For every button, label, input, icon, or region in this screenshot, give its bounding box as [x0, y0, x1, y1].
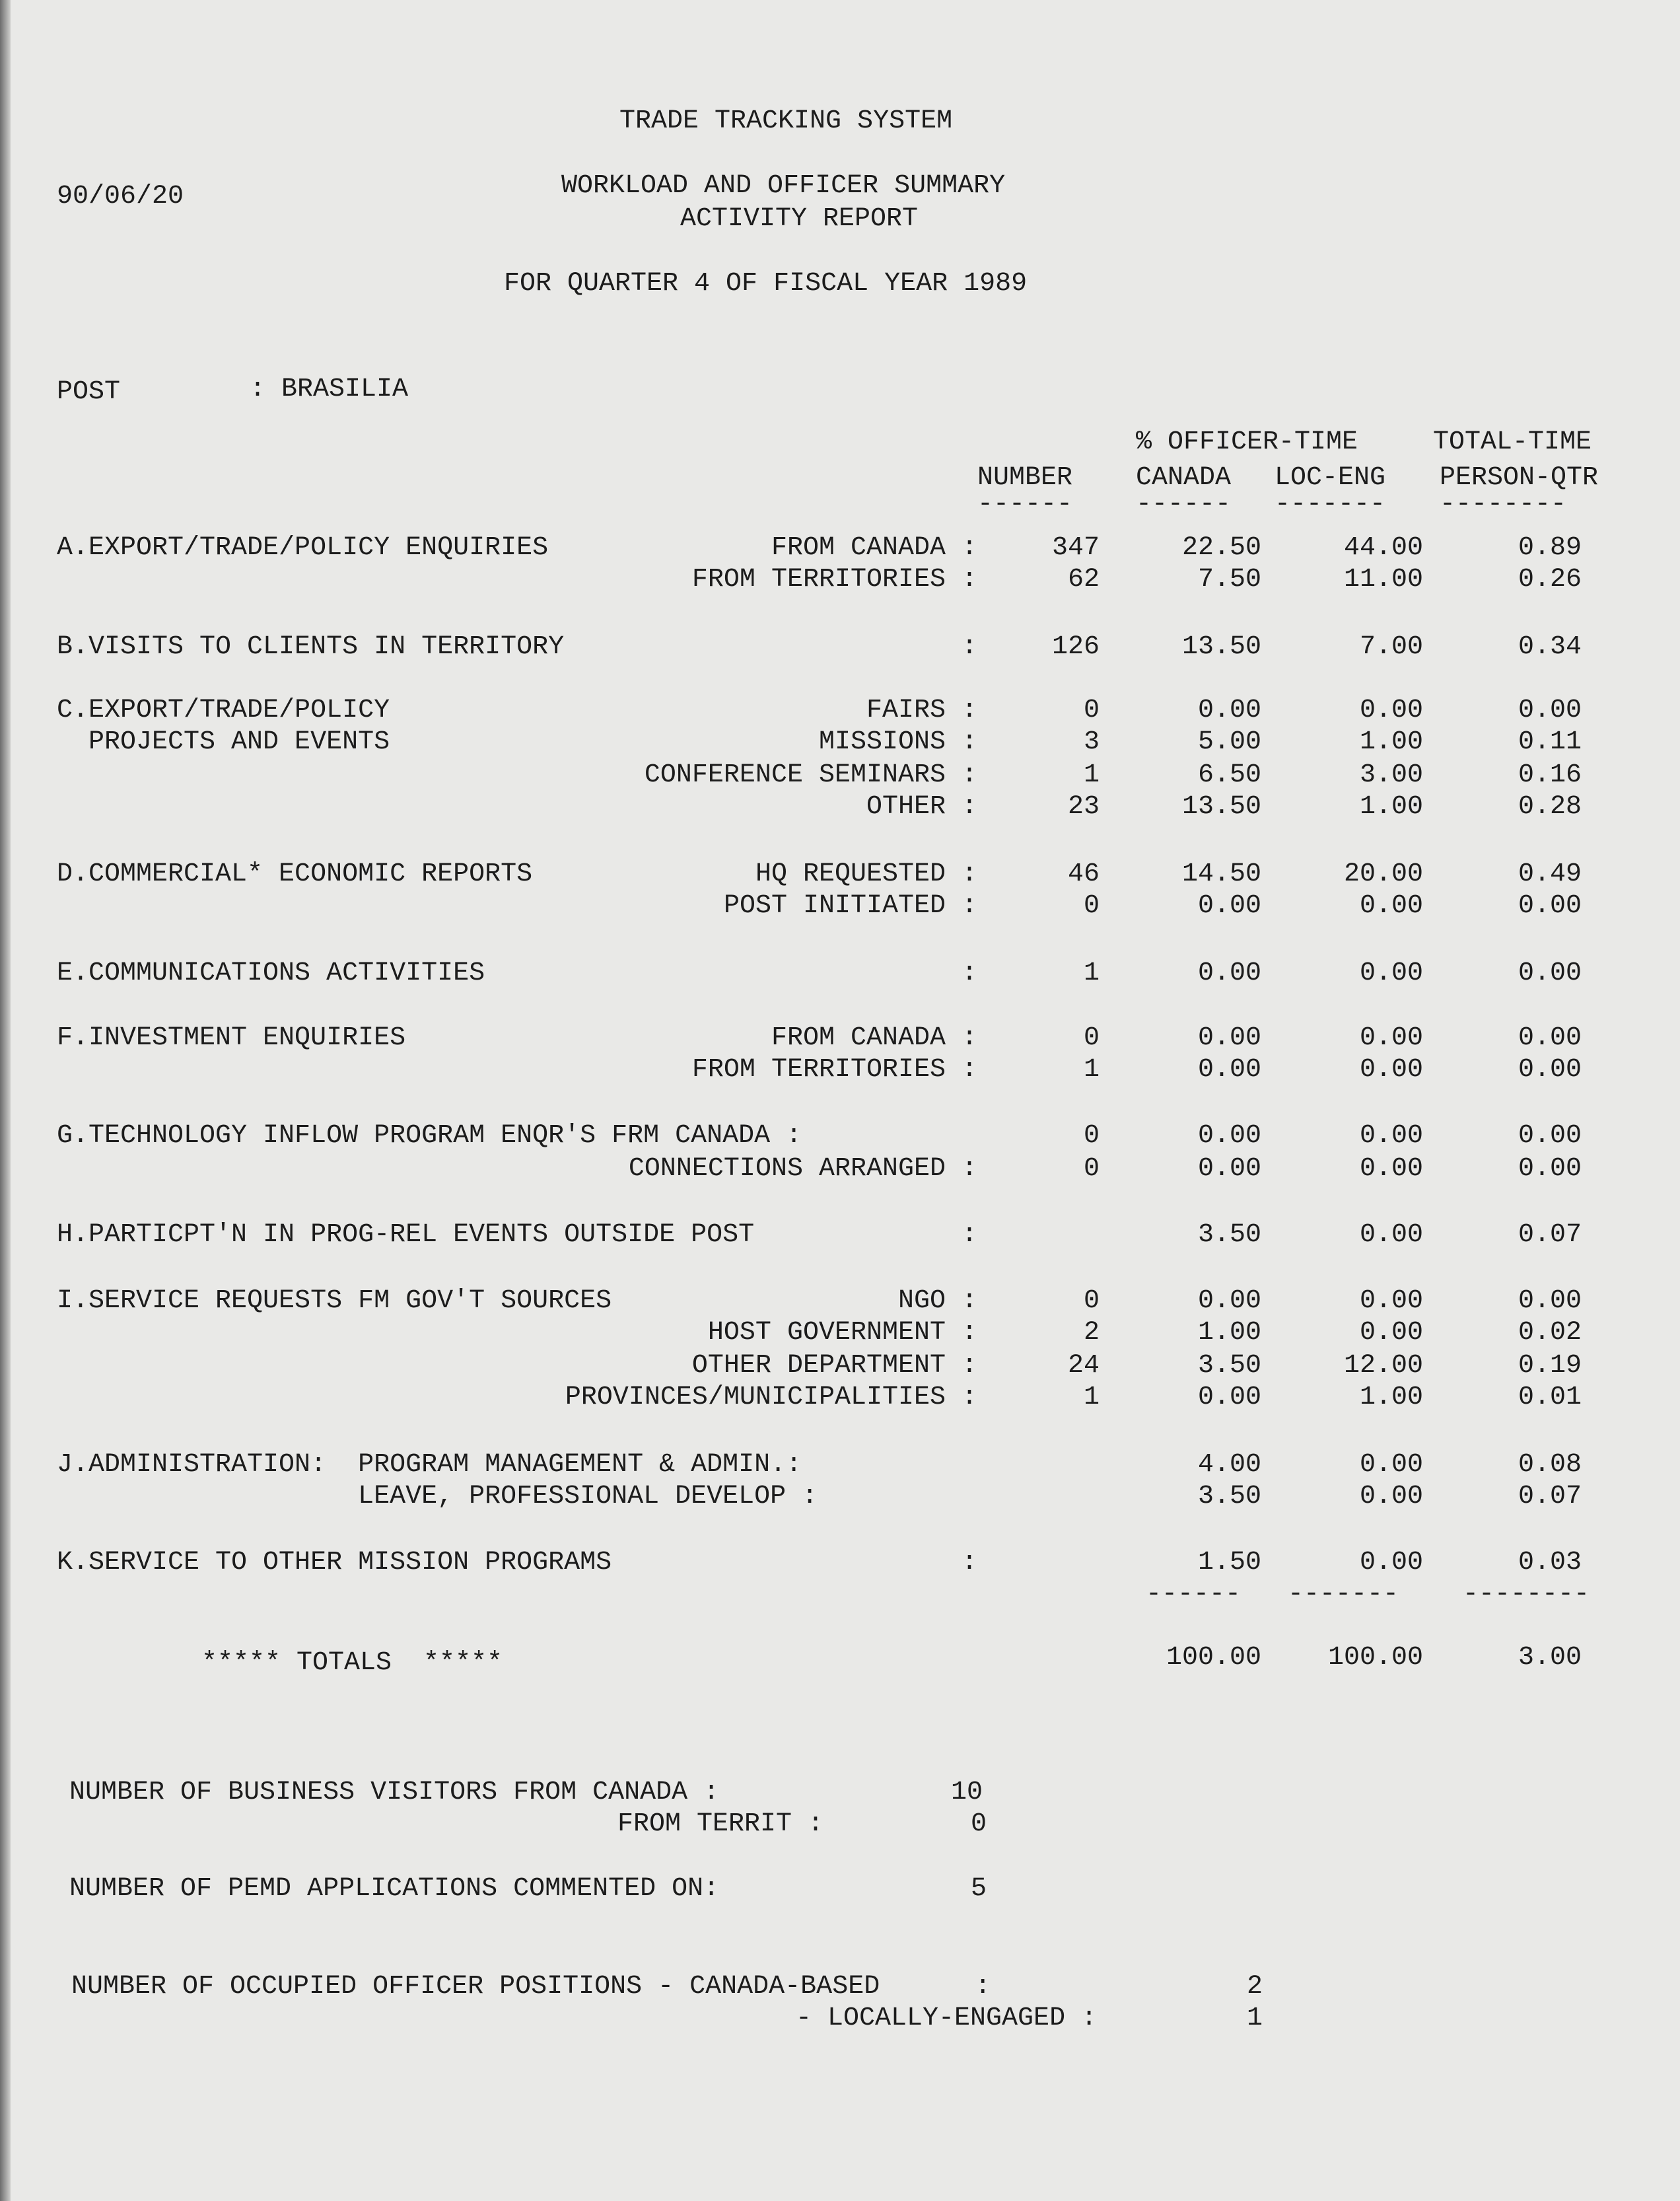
col-pct-officer-time: % OFFICER-TIME: [1136, 427, 1358, 457]
row-canada-pct: 0.00: [1197, 891, 1261, 921]
visitors-canada-value: 10: [951, 1778, 983, 1807]
positions-canada-label: NUMBER OF OCCUPIED OFFICER POSITIONS - CANADA-BASED :: [71, 1972, 991, 2002]
rule-person-qtr: --------: [1440, 489, 1567, 519]
pemd-label: NUMBER OF PEMD APPLICATIONS COMMENTED ON:: [69, 1874, 720, 1904]
row-person-qtr: 0.03: [1518, 1548, 1582, 1577]
report-title: WORKLOAD AND OFFICER SUMMARY: [561, 171, 1006, 201]
totals-loc-eng: 100.00: [1327, 1643, 1423, 1673]
row-loc-eng-pct: 0.00: [1359, 1154, 1423, 1184]
row-number: 1: [1083, 958, 1100, 988]
row-number: 126: [1051, 632, 1100, 662]
row-loc-eng-pct: 44.00: [1343, 533, 1423, 563]
row-person-qtr: 0.08: [1518, 1450, 1582, 1480]
report-period: FOR QUARTER 4 OF FISCAL YEAR 1989: [504, 269, 1028, 299]
post-value: : BRASILIA: [250, 375, 409, 404]
row-loc-eng-pct: 0.00: [1359, 1450, 1423, 1480]
row-number: 1: [1083, 1383, 1100, 1412]
row-loc-eng-pct: 0.00: [1359, 891, 1423, 921]
row-sub-label: POST INITIATED :: [723, 891, 977, 921]
row-section-label: PROJECTS AND EVENTS: [57, 727, 390, 757]
row-canada-pct: 0.00: [1197, 1121, 1261, 1151]
row-section-label: F.INVESTMENT ENQUIRIES: [57, 1023, 406, 1053]
row-number: 0: [1083, 696, 1100, 725]
row-person-qtr: 0.00: [1518, 1154, 1582, 1184]
row-person-qtr: 0.00: [1518, 1121, 1582, 1151]
row-canada-pct: 14.50: [1181, 859, 1261, 889]
row-section-label: G.TECHNOLOGY INFLOW PROGRAM ENQR'S FRM CANADA :: [57, 1121, 802, 1151]
row-person-qtr: 0.49: [1518, 859, 1582, 889]
row-section-label: E.COMMUNICATIONS ACTIVITIES: [57, 958, 485, 988]
row-section-label: I.SERVICE REQUESTS FM GOV'T SOURCES: [57, 1286, 612, 1316]
row-person-qtr: 0.34: [1518, 632, 1582, 662]
row-number: 0: [1083, 891, 1100, 921]
row-canada-pct: 6.50: [1197, 760, 1261, 790]
col-loc-eng: LOC-ENG: [1275, 463, 1386, 493]
row-loc-eng-pct: 7.00: [1359, 632, 1423, 662]
row-section-label: B.VISITS TO CLIENTS IN TERRITORY: [57, 632, 565, 662]
row-sub-label: FROM CANADA :: [771, 1023, 977, 1053]
row-canada-pct: 3.50: [1197, 1351, 1261, 1381]
row-loc-eng-pct: 0.00: [1359, 1482, 1423, 1511]
totals-rule-person-qtr: --------: [1463, 1579, 1590, 1609]
row-person-qtr: 0.00: [1518, 1055, 1582, 1085]
report-date: 90/06/20: [57, 182, 184, 211]
row-number: 62: [1067, 565, 1100, 595]
row-number: 0: [1083, 1023, 1100, 1053]
row-canada-pct: 0.00: [1197, 1055, 1261, 1085]
row-person-qtr: 0.07: [1518, 1482, 1582, 1511]
row-canada-pct: 0.00: [1197, 958, 1261, 988]
report-subtitle: ACTIVITY REPORT: [680, 204, 919, 234]
row-canada-pct: 5.00: [1197, 727, 1261, 757]
rule-number: ------: [977, 489, 1073, 519]
row-canada-pct: 22.50: [1181, 533, 1261, 563]
row-number: 3: [1083, 727, 1100, 757]
row-canada-pct: 13.50: [1181, 632, 1261, 662]
row-canada-pct: 3.50: [1197, 1482, 1261, 1511]
totals-canada: 100.00: [1166, 1643, 1261, 1673]
totals-label: ***** TOTALS *****: [201, 1648, 503, 1678]
row-loc-eng-pct: 0.00: [1359, 1220, 1423, 1250]
row-loc-eng-pct: 3.00: [1359, 760, 1423, 790]
row-canada-pct: 0.00: [1197, 1286, 1261, 1316]
row-person-qtr: 0.00: [1518, 891, 1582, 921]
row-number: 46: [1067, 859, 1100, 889]
row-number: 0: [1083, 1121, 1100, 1151]
row-canada-pct: 3.50: [1197, 1220, 1261, 1250]
row-canada-pct: 4.00: [1197, 1450, 1261, 1480]
row-loc-eng-pct: 0.00: [1359, 1286, 1423, 1316]
row-person-qtr: 0.19: [1518, 1351, 1582, 1381]
row-sub-label: OTHER :: [866, 792, 977, 822]
totals-person-qtr: 3.00: [1518, 1643, 1582, 1673]
totals-rule-loc-eng: -------: [1288, 1579, 1399, 1609]
row-section-label: LEAVE, PROFESSIONAL DEVELOP :: [57, 1482, 818, 1511]
row-sub-label: MISSIONS :: [818, 727, 977, 757]
row-loc-eng-pct: 0.00: [1359, 696, 1423, 725]
row-canada-pct: 7.50: [1197, 565, 1261, 595]
row-sub-label: CONNECTIONS ARRANGED :: [628, 1154, 977, 1184]
row-sub-label: OTHER DEPARTMENT :: [691, 1351, 977, 1381]
row-number: 1: [1083, 1055, 1100, 1085]
row-person-qtr: 0.00: [1518, 696, 1582, 725]
row-loc-eng-pct: 0.00: [1359, 1055, 1423, 1085]
row-sub-label: :: [961, 632, 977, 662]
row-person-qtr: 0.01: [1518, 1383, 1582, 1412]
rule-canada: ------: [1136, 489, 1232, 519]
rule-loc-eng: -------: [1275, 489, 1386, 519]
row-section-label: J.ADMINISTRATION: PROGRAM MANAGEMENT & ADMIN.:: [57, 1450, 802, 1480]
row-loc-eng-pct: 0.00: [1359, 1548, 1423, 1577]
row-person-qtr: 0.89: [1518, 533, 1582, 563]
scan-edge-shadow: [0, 0, 11, 2201]
row-number: 1: [1083, 760, 1100, 790]
row-person-qtr: 0.00: [1518, 1286, 1582, 1316]
positions-local-label: - LOCALLY-ENGAGED :: [796, 2003, 1098, 2033]
row-section-label: A.EXPORT/TRADE/POLICY ENQUIRIES: [57, 533, 549, 563]
row-sub-label: :: [961, 1548, 977, 1577]
row-person-qtr: 0.26: [1518, 565, 1582, 595]
row-sub-label: FROM TERRITORIES :: [691, 1055, 977, 1085]
positions-canada-value: 2: [1247, 1972, 1263, 2002]
row-person-qtr: 0.02: [1518, 1318, 1582, 1348]
row-person-qtr: 0.00: [1518, 1023, 1582, 1053]
col-canada: CANADA: [1136, 463, 1232, 493]
row-person-qtr: 0.07: [1518, 1220, 1582, 1250]
system-title: TRADE TRACKING SYSTEM: [619, 106, 953, 136]
row-person-qtr: 0.11: [1518, 727, 1582, 757]
row-number: 2: [1083, 1318, 1100, 1348]
row-canada-pct: 0.00: [1197, 1383, 1261, 1412]
row-person-qtr: 0.28: [1518, 792, 1582, 822]
row-sub-label: FAIRS :: [866, 696, 977, 725]
row-number: 0: [1083, 1286, 1100, 1316]
row-loc-eng-pct: 1.00: [1359, 1383, 1423, 1412]
row-loc-eng-pct: 11.00: [1343, 565, 1423, 595]
row-number: 23: [1067, 792, 1100, 822]
row-sub-label: FROM CANADA :: [771, 533, 977, 563]
row-section-label: D.COMMERCIAL* ECONOMIC REPORTS: [57, 859, 533, 889]
row-loc-eng-pct: 20.00: [1343, 859, 1423, 889]
pemd-value: 5: [971, 1874, 987, 1904]
row-loc-eng-pct: 12.00: [1343, 1351, 1423, 1381]
row-loc-eng-pct: 0.00: [1359, 1121, 1423, 1151]
row-section-label: H.PARTICPT'N IN PROG-REL EVENTS OUTSIDE POST: [57, 1220, 755, 1250]
row-sub-label: CONFERENCE SEMINARS :: [644, 760, 977, 790]
visitors-territ-value: 0: [971, 1809, 987, 1839]
row-canada-pct: 0.00: [1197, 1154, 1261, 1184]
row-canada-pct: 1.50: [1197, 1548, 1261, 1577]
row-section-label: C.EXPORT/TRADE/POLICY: [57, 696, 390, 725]
col-total-time: TOTAL-TIME: [1433, 427, 1592, 457]
row-canada-pct: 13.50: [1181, 792, 1261, 822]
row-loc-eng-pct: 0.00: [1359, 1023, 1423, 1053]
row-number: 24: [1067, 1351, 1100, 1381]
totals-rule-canada: ------: [1146, 1579, 1242, 1609]
positions-local-value: 1: [1247, 2003, 1263, 2033]
row-sub-label: :: [961, 958, 977, 988]
row-person-qtr: 0.00: [1518, 958, 1582, 988]
row-loc-eng-pct: 1.00: [1359, 792, 1423, 822]
row-loc-eng-pct: 0.00: [1359, 1318, 1423, 1348]
row-sub-label: PROVINCES/MUNICIPALITIES :: [565, 1383, 977, 1412]
post-label: POST: [57, 377, 121, 407]
row-person-qtr: 0.16: [1518, 760, 1582, 790]
row-sub-label: FROM TERRITORIES :: [691, 565, 977, 595]
row-canada-pct: 0.00: [1197, 696, 1261, 725]
row-canada-pct: 0.00: [1197, 1023, 1261, 1053]
row-sub-label: NGO :: [897, 1286, 977, 1316]
visitors-territ-label: FROM TERRIT :: [617, 1809, 824, 1839]
col-number: NUMBER: [977, 463, 1073, 493]
row-number: 347: [1051, 533, 1100, 563]
row-sub-label: HQ REQUESTED :: [755, 859, 977, 889]
row-sub-label: :: [961, 1220, 977, 1250]
row-section-label: K.SERVICE TO OTHER MISSION PROGRAMS: [57, 1548, 612, 1577]
row-loc-eng-pct: 0.00: [1359, 958, 1423, 988]
row-sub-label: HOST GOVERNMENT :: [707, 1318, 977, 1348]
row-number: 0: [1083, 1154, 1100, 1184]
visitors-canada-label: NUMBER OF BUSINESS VISITORS FROM CANADA :: [69, 1778, 720, 1807]
row-canada-pct: 1.00: [1197, 1318, 1261, 1348]
col-person-qtr: PERSON-QTR: [1440, 463, 1599, 493]
row-loc-eng-pct: 1.00: [1359, 727, 1423, 757]
